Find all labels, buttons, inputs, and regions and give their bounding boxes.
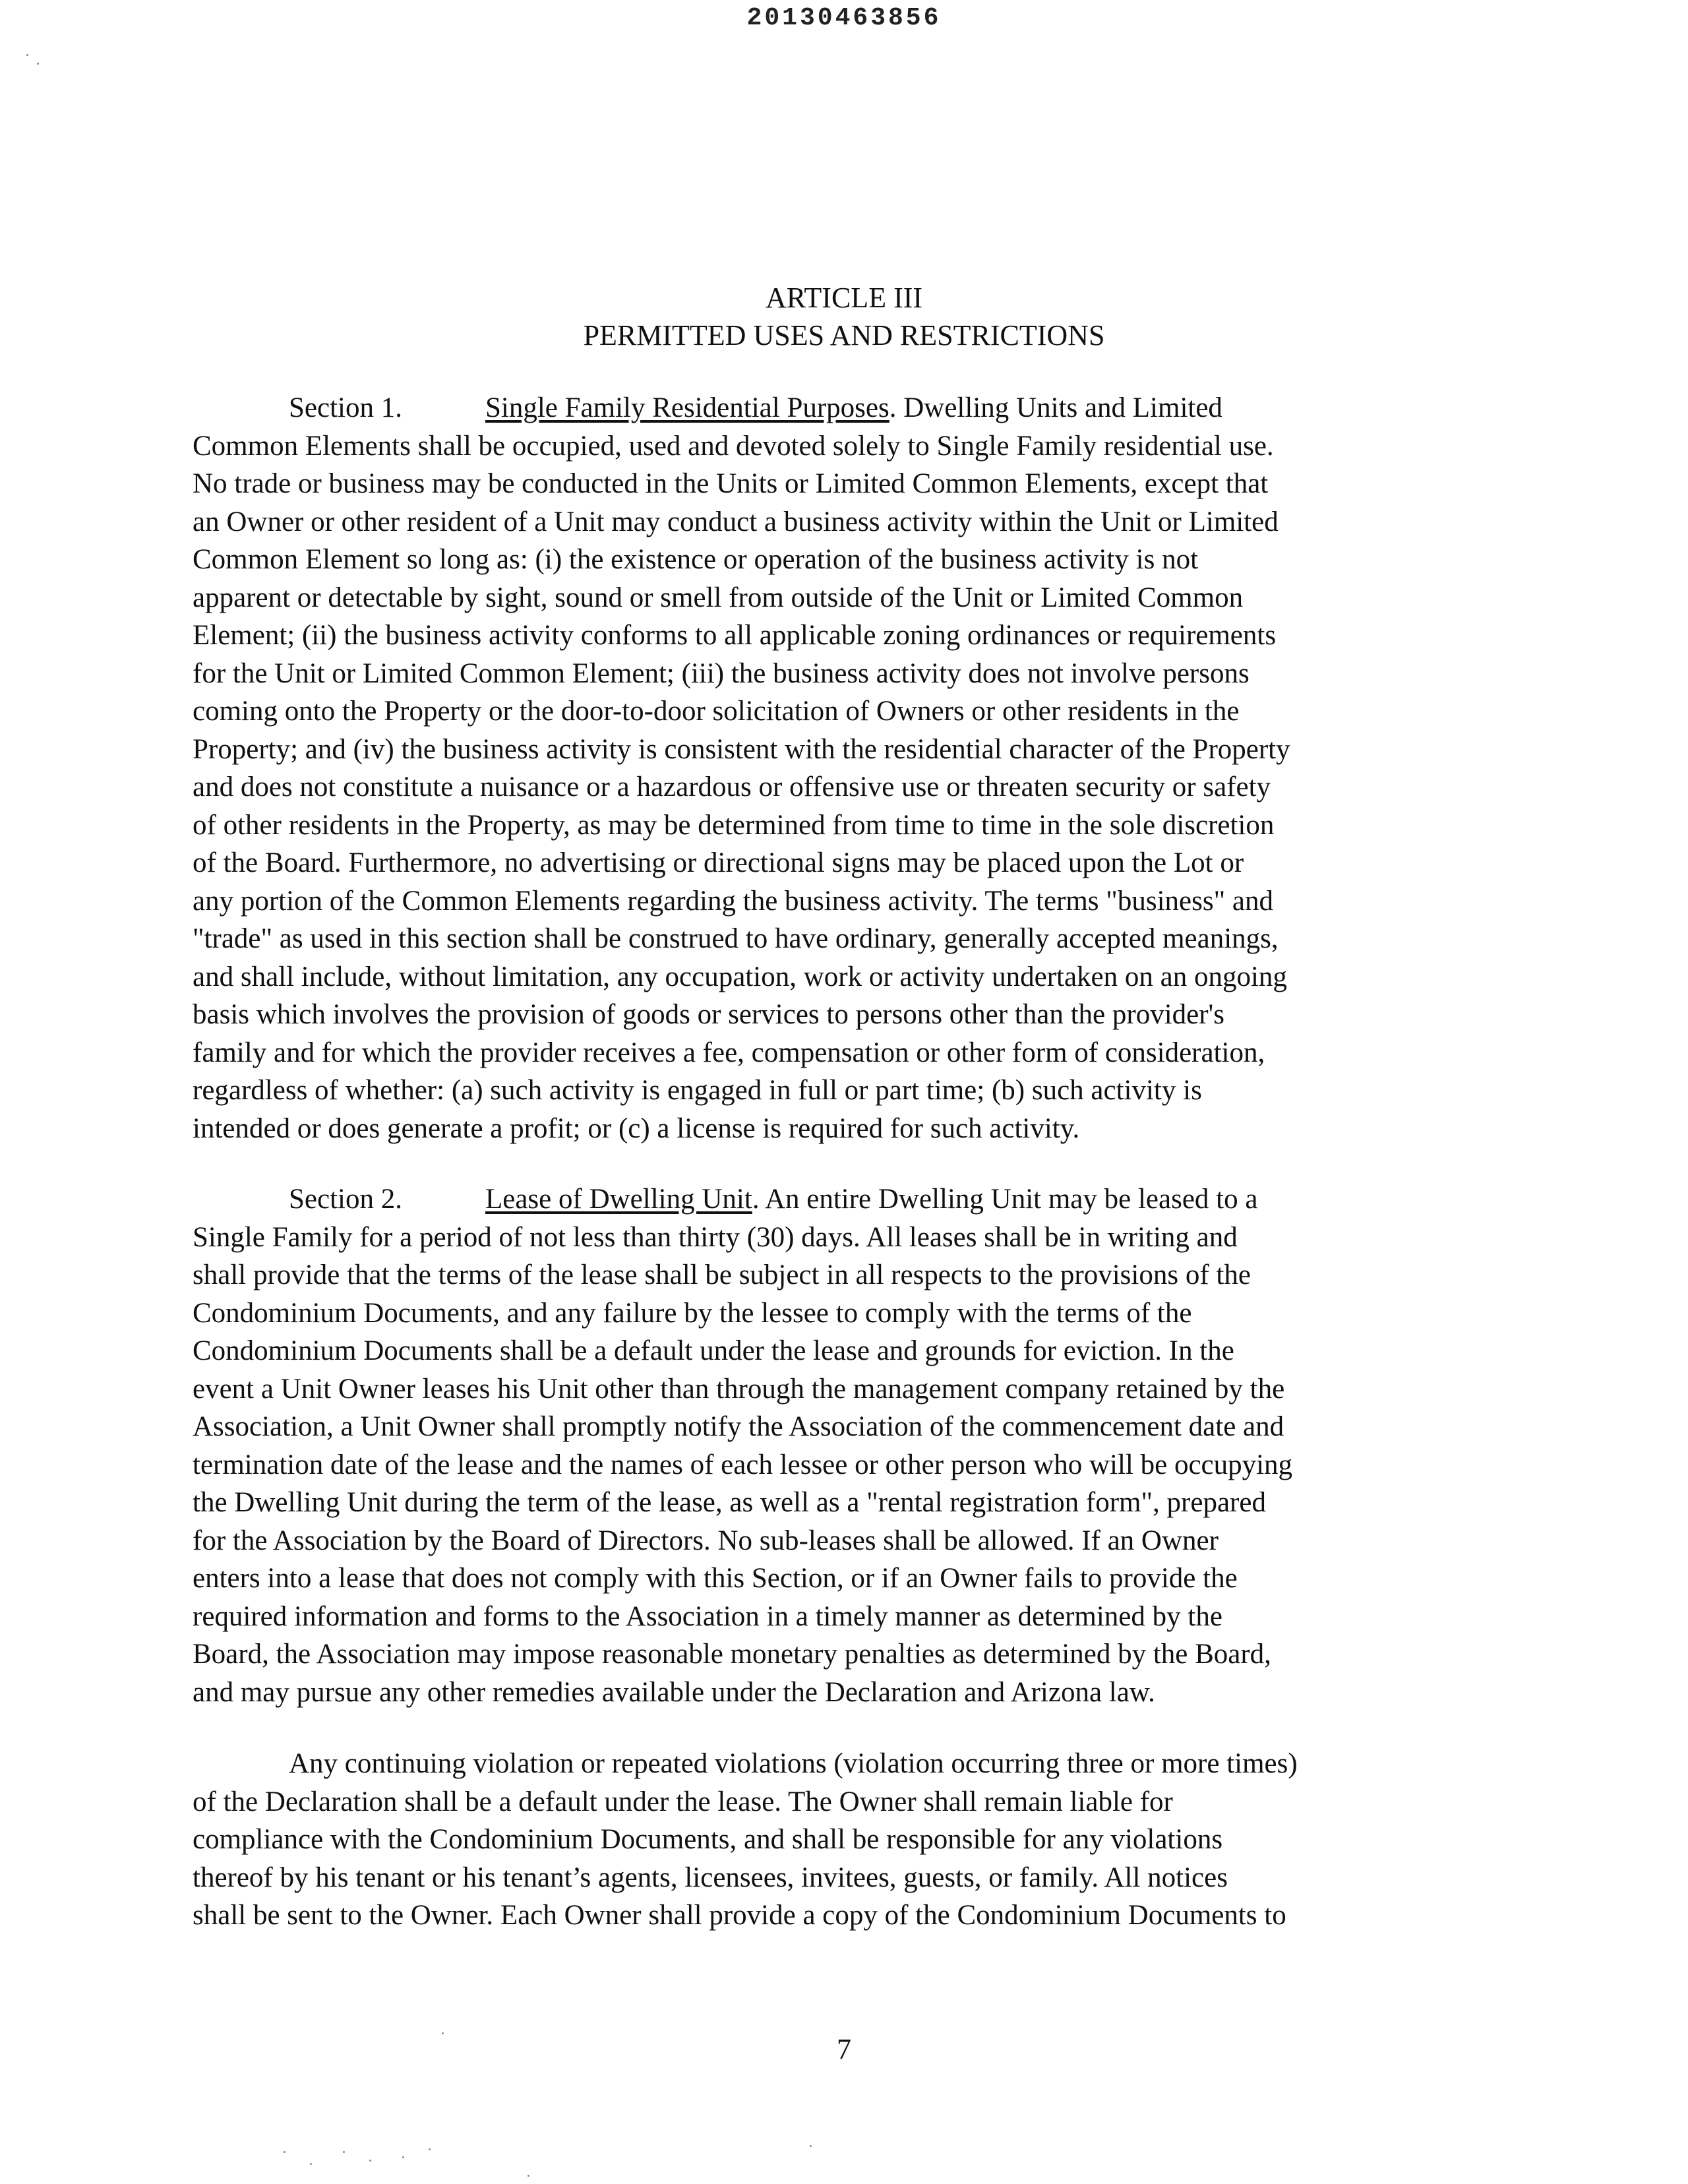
section-1-line: for the Unit or Limited Common Element; (iii) the business activity does not involve persons [193,657,1250,689]
section-1-line: apparent or detectable by sight, sound or smell from outside of the Unit or Limited Common [193,582,1244,613]
section-1-line: Common Elements shall be occupied, used and devoted solely to Single Family residential use. [193,430,1274,462]
paragraph-3-line: thereof by his tenant or his tenant’s agents, licensees, invitees, guests, or family. All notices [193,1862,1228,1893]
section-1-label: Section 1. [289,392,402,423]
section-2-paragraph [193,1180,1493,1711]
section-2-line: termination date of the lease and the names of each lessee or other person who will be occupying [193,1449,1293,1480]
section-2-label: Section 2. [289,1184,402,1215]
section-2-line: Condominium Documents shall be a default under the lease and grounds for eviction. In the [193,1335,1234,1366]
section-1-line: and shall include, without limitation, any occupation, work or activity undertaken on an ongoing [193,961,1287,992]
document-number: 20130463856 [746,4,942,32]
section-2-line: for the Association by the Board of Directors. No sub-leases shall be allowed. If an Owner [193,1525,1219,1556]
paragraph-3-line: shall be sent to the Owner. Each Owner shall provide a copy of the Condominium Documents to [193,1900,1286,1931]
section-1-paragraph [193,389,1493,1147]
section-2-line: and may pursue any other remedies available under the Declaration and Arizona law. [193,1676,1155,1708]
section-1-line: . Dwelling Units and Limited [889,392,1222,423]
section-1-line: and does not constitute a nuisance or a hazardous or offensive use or threaten security or safety [193,772,1271,803]
section-2-line: Board, the Association may impose reasonable monetary penalties as determined by the Board, [193,1639,1271,1670]
section-1-line: Common Element so long as: (i) the existence or operation of the business activity is not [193,544,1199,575]
section-1-first-line [193,389,1493,427]
section-2-line: enters into a lease that does not comply with this Section, or if an Owner fails to provide the [193,1563,1238,1594]
scan-speck [284,2151,286,2153]
paragraph-3-line: of the Declaration shall be a default under the lease. The Owner shall remain liable for [193,1786,1173,1817]
scan-speck [26,54,28,56]
section-2-line: the Dwelling Unit during the term of the lease, as well as a "rental registration form", prepared [193,1487,1266,1518]
section-1-line: intended or does generate a profit; or (c) a license is required for such activity. [193,1112,1080,1144]
section-1-line: regardless of whether: (a) such activity is engaged in full or part time; (b) such activity is [193,1075,1202,1106]
scan-speck [37,63,39,65]
section-2-line: shall provide that the terms of the lease shall be subject in all respects to the provisions of the [193,1259,1251,1290]
section-1-line: basis which involves the provision of goods or services to persons other than the provider's [193,999,1225,1030]
scan-speck [528,2175,529,2177]
scan-speck [369,2160,371,2162]
section-1-line: coming onto the Property or the door-to-door solicitation of Owners or other residents in the [193,696,1240,727]
scan-speck [442,2032,444,2034]
section-1-line: of other residents in the Property, as may be determined from time to time in the sole discretion [193,809,1275,841]
section-2-first-line [193,1180,1493,1219]
scan-speck [343,2151,345,2153]
scan-speck [310,2163,312,2165]
paragraph-3-line: compliance with the Condominium Documents, and shall be responsible for any violations [193,1824,1223,1855]
section-2-line: event a Unit Owner leases his Unit other than through the management company retained by the [193,1373,1285,1405]
section-1-line: family and for which the provider receives a fee, compensation or other form of consideration, [193,1037,1265,1068]
section-2-line: . An entire Dwelling Unit may be leased to a [752,1184,1258,1215]
section-2-line: required information and forms to the Association in a timely manner as determined by the [193,1600,1222,1632]
scan-speck [402,2156,404,2158]
section-2-line: Association, a Unit Owner shall promptly notify the Association of the commencement date and [193,1411,1284,1442]
article-subtitle: PERMITTED USES AND RESTRICTIONS [583,319,1105,351]
paragraph-3-line: Any continuing violation or repeated violations (violation occurring three or more times) [289,1748,1298,1779]
section-1-line: Element; (ii) the business activity conforms to all applicable zoning ordinances or requirements [193,620,1277,651]
article-title: ARTICLE III [765,282,923,314]
section-1-line: No trade or business may be conducted in the Units or Limited Common Elements, except that [193,468,1269,499]
section-2-line: Condominium Documents, and any failure by the lessee to comply with the terms of the [193,1297,1192,1329]
section-1-line: an Owner or other resident of a Unit may conduct a business activity within the Unit or Limited [193,506,1279,537]
section-1-heading: Single Family Residential Purposes [485,392,889,423]
section-1-line: of the Board. Furthermore, no advertising or directional signs may be placed upon the Lot or [193,847,1244,878]
scan-speck [429,2148,431,2150]
section-2-line: Single Family for a period of not less than thirty (30) days. All leases shall be in writing and [193,1221,1238,1253]
scan-speck [810,2145,812,2147]
section-1-line: Property; and (iv) the business activity is consistent with the residential character of the Property [193,733,1290,765]
continuing-violation-paragraph [193,1745,1493,1935]
section-1-line: any portion of the Common Elements regarding the business activity. The terms "business" and [193,885,1273,917]
page-number: 7 [837,2033,851,2065]
section-1-line: "trade" as used in this section shall be construed to have ordinary, generally accepted meanings, [193,923,1279,954]
section-2-heading: Lease of Dwelling Unit [485,1184,752,1215]
